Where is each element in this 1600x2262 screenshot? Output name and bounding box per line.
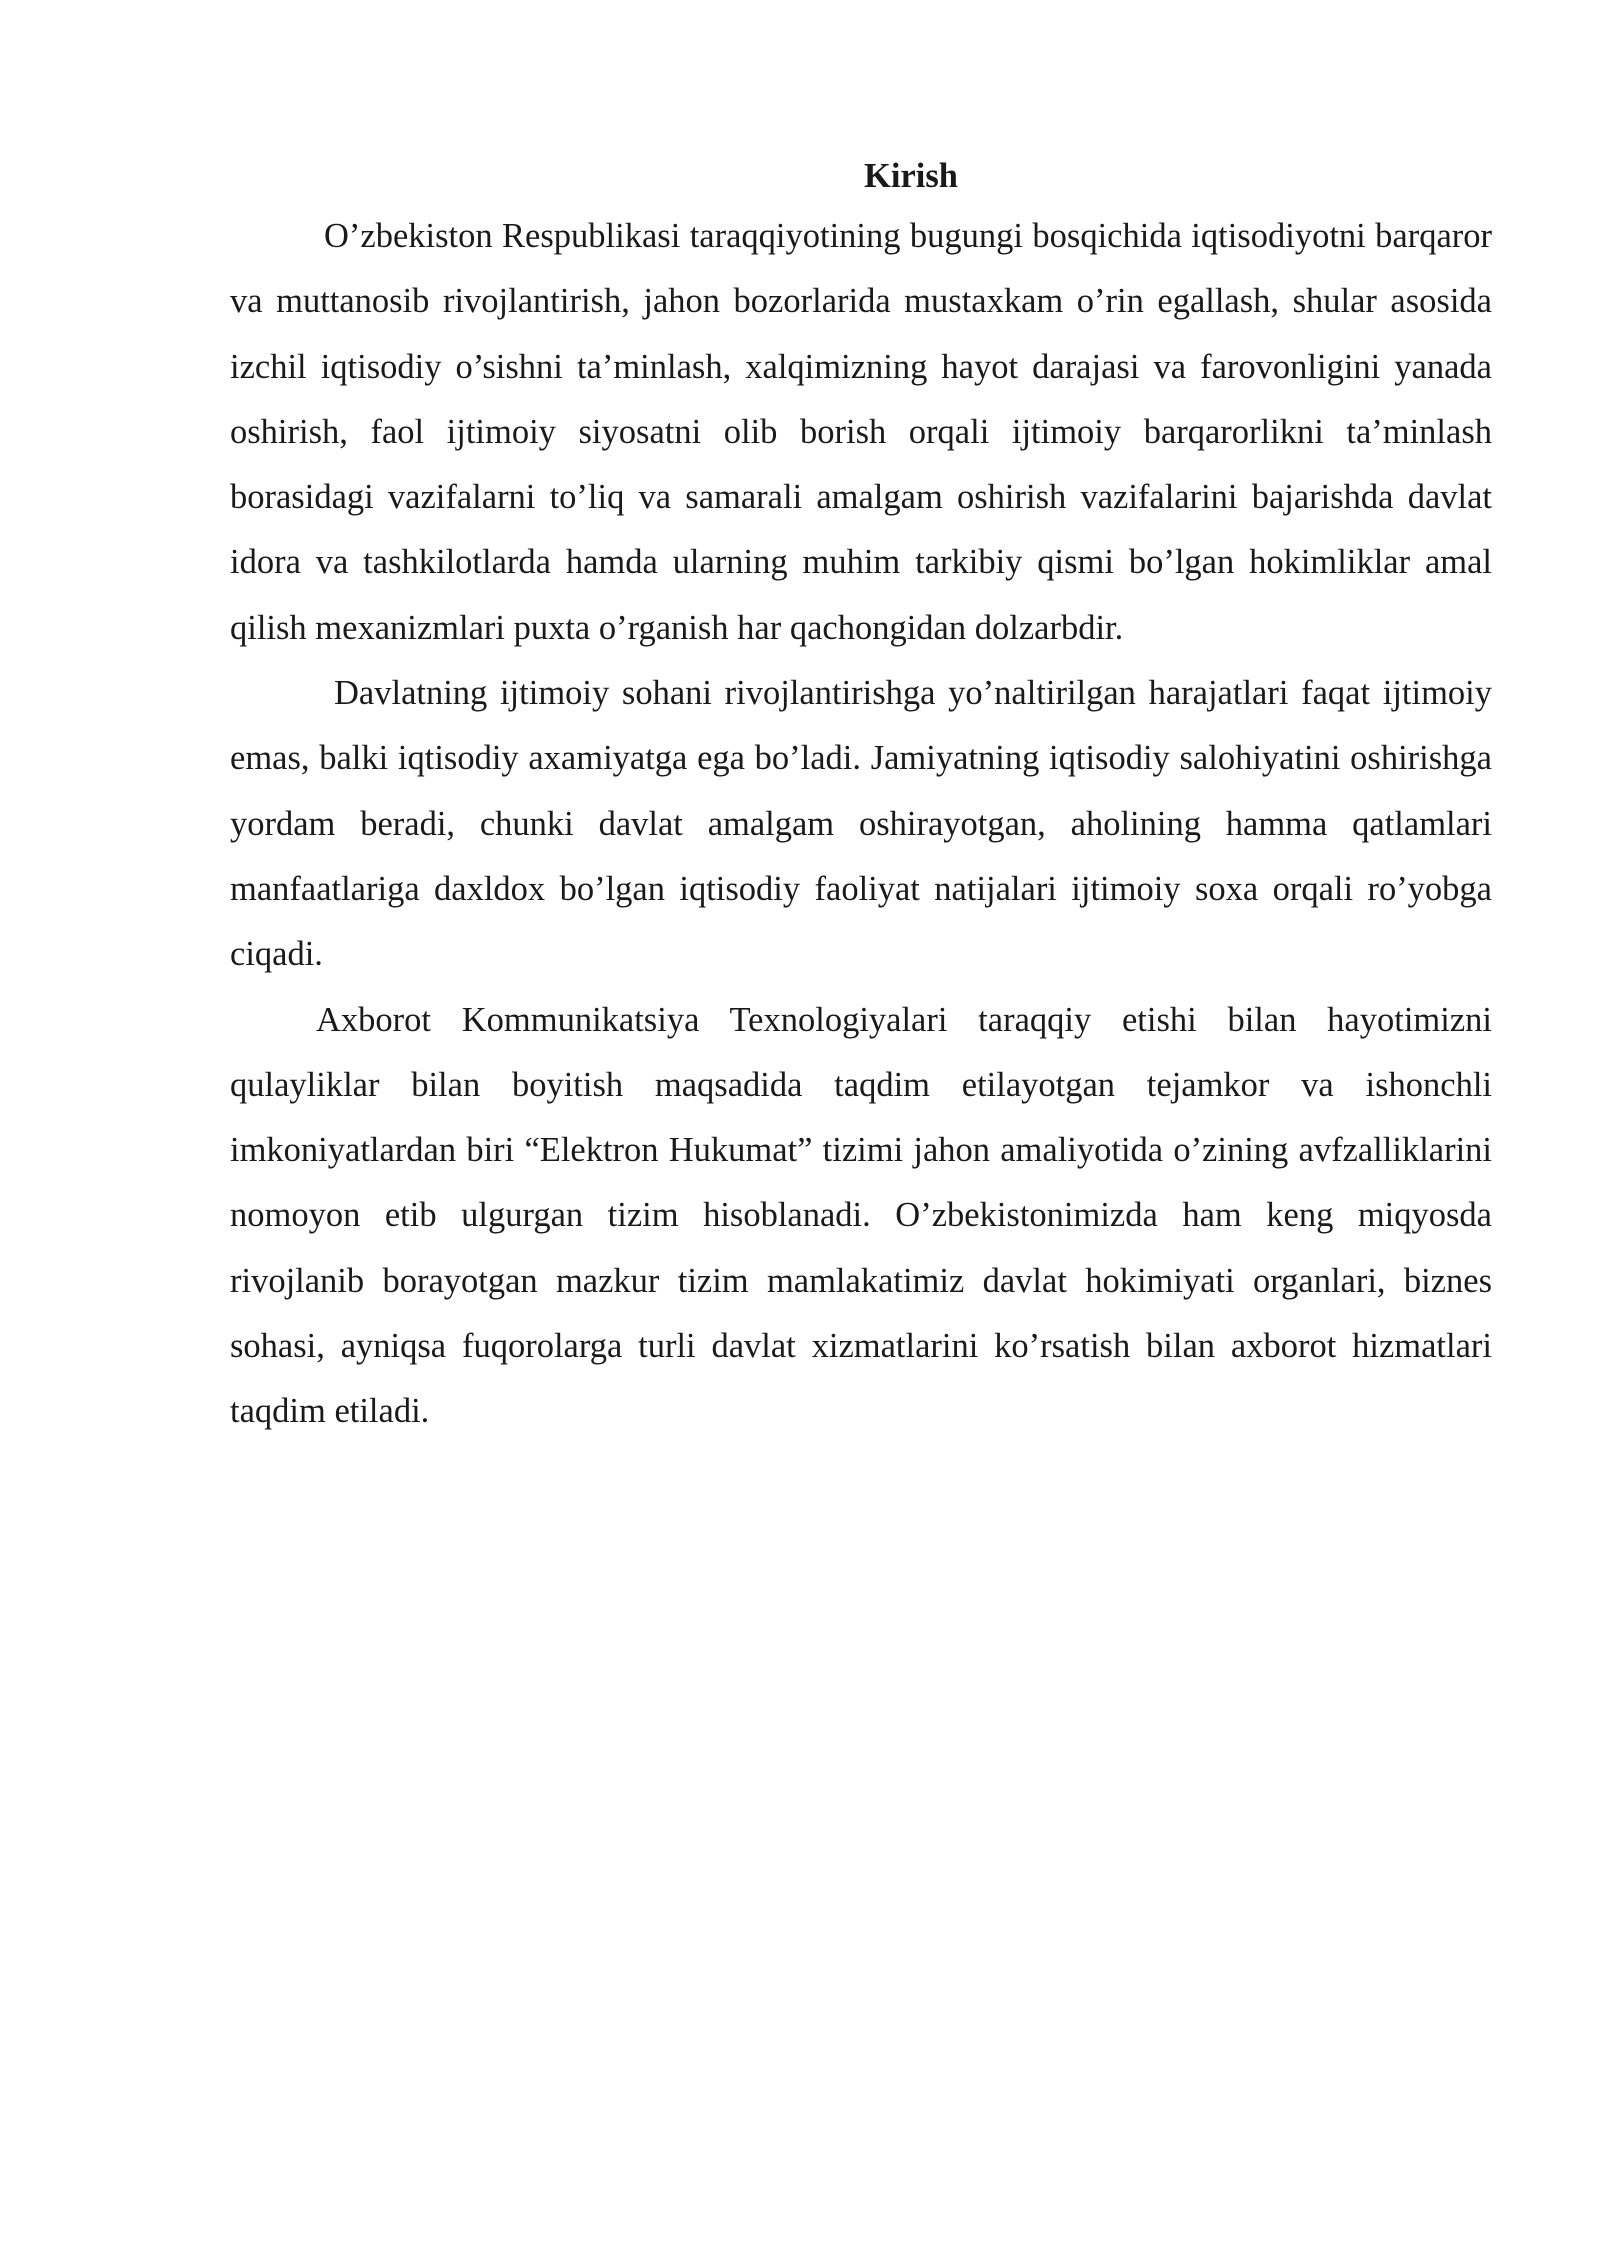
page-title: Kirish (864, 157, 958, 195)
paragraph-2: Davlatning ijtimoiy sohani rivojlantirishga yo’naltirilgan harajatlari faqat ijtimoiy emas, balki iqtisodiy axamiyatga ega bo’ladi. Jamiyatning iqtisodiy salohiyatini oshirishga yordam beradi, chunki davlat amalgam oshirayotgan, aholining hamma qatlamlari manfaatlariga daxldox bo’lgan iqtisodiy faoliyat natijalari ijtimoiy soxa orqali ro’yobga ciqadi. (230, 674, 1492, 974)
paragraph-1: O’zbekiston Respublikasi taraqqiyotining bugungi bosqichida iqtisodiyotni barqaror va muttanosib rivojlantirish, jahon bozorlarida mustaxkam o’rin egallash, shular asosida izchil iqtisodiy o’sishni ta’minlash, xalqimizning hayot darajasi va farovonligini yanada oshirish, faol ijtimoiy siyosatni olib borish orqali ijtimoiy barqarorlikni ta’minlash borasidagi vazifalarni to’liq va samarali amalgam oshirish vazifalarini bajarishda davlat idora va tashkilotlarda hamda ularning muhim tarkibiy qismi bo’lgan hokimliklar amal qilish mexanizmlari puxta o’rganish har qachongidan dolzarbdir. (230, 217, 1492, 647)
paragraph-3: Axborot Kommunikatsiya Texnologiyalari taraqqiy etishi bilan hayotimizni qulayliklar bilan boyitish maqsadida taqdim etilayotgan tejamkor va ishonchli imkoniyatlardan biri “Elektron Hukumat” tizimi jahon amaliyotida o’zining avfzalliklarini nomoyon etib ulgurgan tizim hisoblanadi. O’zbekistonimizda ham keng miqyosda rivojlanib borayotgan mazkur tizim mamlakatimiz davlat hokimiyati organlari, biznes sohasi, ayniqsa fuqorolarga turli davlat xizmatlarini ko’rsatish bilan axborot hizmatlari taqdim etiladi. (230, 1000, 1492, 1431)
document-body (230, 148, 1492, 1445)
